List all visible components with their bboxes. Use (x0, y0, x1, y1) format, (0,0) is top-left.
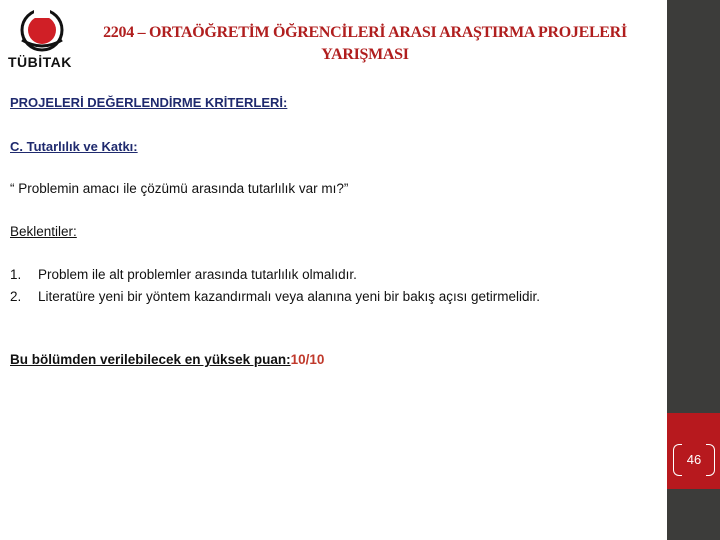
logo-text: TÜBİTAK (8, 54, 72, 70)
max-score-label: Bu bölümden verilebilecek en yüksek puan: (10, 352, 291, 367)
section-heading: PROJELERİ DEĞERLENDİRME KRİTERLERİ: (10, 95, 288, 110)
max-score-value: 10/10 (290, 352, 325, 367)
page-number (673, 444, 715, 478)
criteria-subheading: C. Tutarlılık ve Katkı: (10, 139, 138, 154)
max-score (10, 352, 324, 367)
list-item (10, 286, 632, 308)
criteria-question: “ Problemin amacı ile çözümü arasında tutarlılık var mı?” (10, 181, 349, 196)
list-item-number: 2. (10, 289, 22, 304)
page-title (90, 22, 640, 66)
title-line-2: YARIŞMASI (321, 46, 409, 63)
title-line-1: 2204 – ORTAÖĞRETİM ÖĞRENCİLERİ ARASI ARAŞTIRMA PROJELERİ (103, 24, 627, 41)
list-item-text: Problem ile alt problemler arasında tutarlılık olmalıdır. (38, 267, 357, 282)
list-item-number: 1. (10, 267, 22, 282)
expectations-list (10, 264, 632, 308)
expectations-label: Beklentiler: (10, 224, 77, 239)
list-item-text: Literatüre yeni bir yöntem kazandırmalı veya alanına yeni bir bakış açısı getirmelidir. (38, 289, 540, 304)
list-item (10, 264, 632, 286)
page-number-text: 46 (686, 452, 702, 467)
